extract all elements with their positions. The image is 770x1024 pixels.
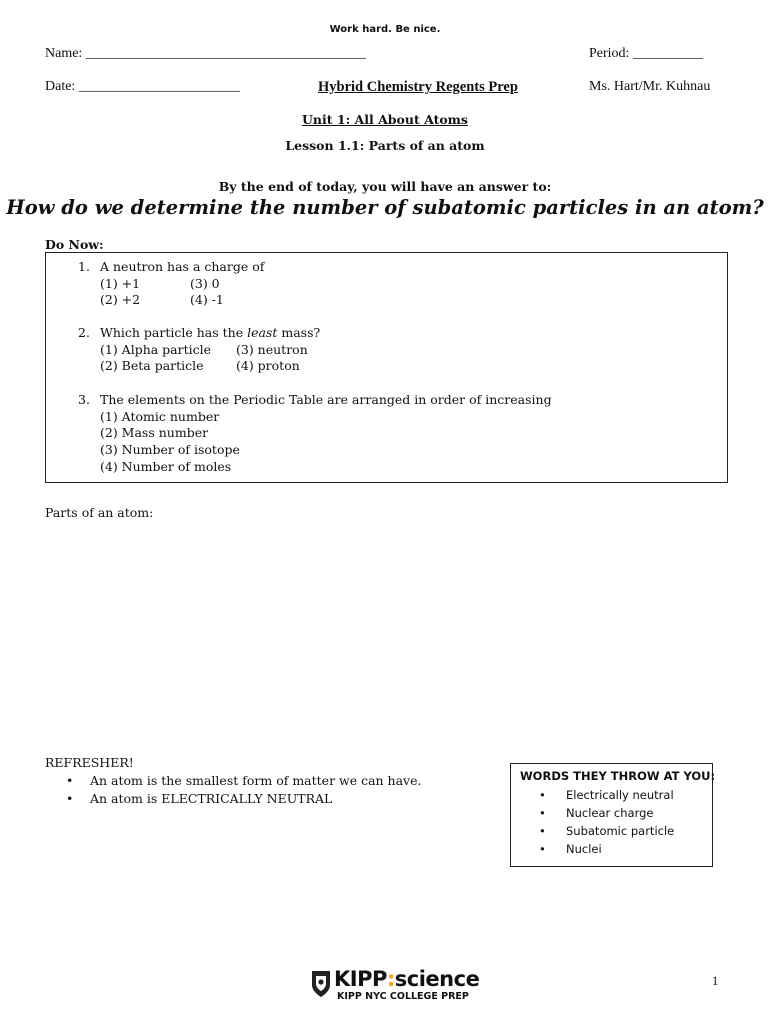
question-number: 2. (78, 325, 90, 340)
unit-title: Unit 1: All About Atoms (302, 112, 468, 127)
option: (4) Number of moles (100, 458, 232, 474)
logo-subtitle: KIPP NYC COLLEGE PREP (337, 991, 469, 1002)
option: (4) -1 (190, 292, 224, 308)
objective-intro: By the end of today, you will have an answer to: (218, 179, 552, 194)
list-item: • An atom is the smallest form of matter we can have. (66, 772, 422, 790)
list-item: • An atom is ELECTRICALLY NEUTRAL (66, 790, 422, 808)
page-number: 1 (712, 974, 719, 988)
option: (2) +2 (100, 292, 141, 308)
date-field: Date: _______________________ (45, 79, 240, 94)
motto: Work hard. Be nice. (329, 24, 441, 35)
list-item: • Nuclei (539, 840, 674, 858)
option: (1) Atomic number (100, 408, 220, 424)
do-now-label: Do Now: (45, 237, 104, 252)
question-stem: Which particle has the least mass? (100, 325, 321, 340)
kipp-shield-icon (310, 969, 332, 999)
words-box (510, 763, 716, 867)
lesson-title: Lesson 1.1: Parts of an atom (285, 138, 485, 153)
option: (3) neutron (236, 341, 308, 357)
teachers: Ms. Hart/Mr. Kuhnau (589, 79, 711, 94)
parts-of-atom-label: Parts of an atom: (45, 505, 154, 520)
words-box-title: WORDS THEY THROW AT YOU: (520, 769, 716, 783)
refresher-list (66, 772, 422, 808)
option: (1) Alpha particle (100, 341, 212, 357)
list-item: • Electrically neutral (539, 786, 674, 804)
refresher-title: REFRESHER! (45, 755, 134, 770)
kipp-science-logo (310, 967, 480, 1007)
option: (2) Beta particle (100, 358, 204, 374)
question-stem: The elements on the Periodic Table are arranged in order of increasing (100, 392, 552, 407)
option: (1) +1 (100, 275, 141, 291)
option: (3) Number of isotope (100, 442, 240, 458)
question-2 (78, 325, 718, 377)
emphasis-word: least (247, 325, 278, 340)
option: (3) 0 (190, 275, 220, 291)
period-field: Period: __________ (589, 46, 703, 61)
logo-wordmark: KIPP:science (334, 967, 480, 991)
question-number: 1. (78, 259, 90, 274)
course-title: Hybrid Chemistry Regents Prep (318, 79, 518, 95)
list-item: • Nuclear charge (539, 804, 674, 822)
do-now-box (45, 252, 728, 483)
list-item: • Subatomic particle (539, 822, 674, 840)
option: (4) proton (236, 358, 300, 374)
question-number: 3. (78, 392, 90, 407)
objective-question: How do we determine the number of subatomic particles in an atom? (6, 196, 764, 219)
option: (2) Mass number (100, 425, 209, 441)
question-stem: A neutron has a charge of (100, 259, 265, 274)
question-1 (78, 259, 718, 311)
question-3 (78, 392, 718, 478)
name-field: Name: ________________________________________ (45, 46, 366, 61)
words-list (539, 786, 674, 858)
